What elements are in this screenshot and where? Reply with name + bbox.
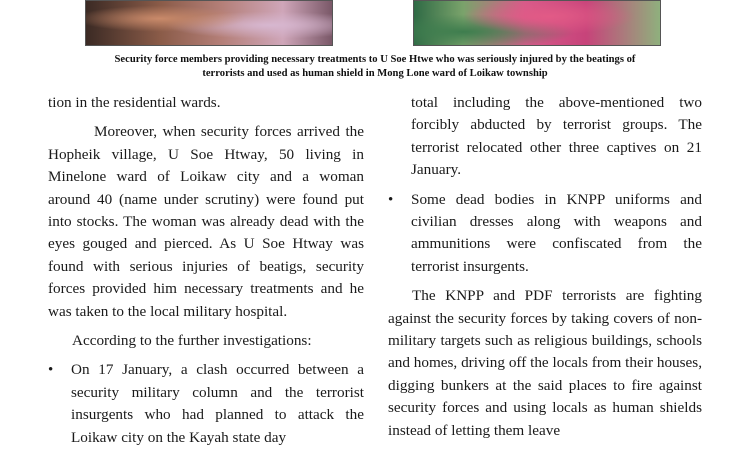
photo-caption (40, 53, 710, 81)
paragraph-hopheik: Moreover, when security forces arrived the Hopheik village, U Soe Htway, 50 living in Minelone ward of Loikaw city and a woman around 40 (name under scrutiny) were found put into stocks. The woman was already dead with the eyes gouged and pierced. As U Soe Htway was found with serious injuries of beatigs, security forces provided him necessary treatments and he was taken to the local military hospital. (48, 123, 364, 320)
bullet-item-clash (48, 359, 364, 449)
bullet-item-dead-bodies (388, 189, 702, 279)
bullet-text: Some dead bodies in KNPP uniforms and civilian dresses along with weapons and ammunitions were confiscated from the terrorist insurgents. (411, 190, 702, 275)
bullet-text: On 17 January, a clash occurred between a security military column and the terrorist insurgents who had planned to attack the Loikaw city on the Kayah state day (71, 361, 364, 446)
left-column (48, 92, 364, 449)
bullet-continuation: total including the above-mentioned two forcibly abducted by terrorist groups. The terrorist relocated other three captives on 21 January. (411, 94, 702, 179)
caption-line-1: Security force members providing necessary treatments to U Soe Htwe who was seriously injured by the beatings of (114, 54, 636, 65)
paragraph-knpp-pdf: The KNPP and PDF terrorists are fighting against the security forces by taking covers of non-military targets such as religious buildings, schools and homes, driving off the locals from their houses, digging bunkers at the said places to fire against security forces and using locals as human shields instead of letting them leave (388, 287, 702, 439)
photo-treatment-right (413, 0, 661, 46)
caption-line-2: terrorists and used as human shield in Mong Lone ward of Loikaw township (202, 68, 548, 79)
photo-treatment-left (85, 0, 333, 46)
paragraph-continuation: tion in the residential wards. (48, 94, 221, 111)
right-column (388, 92, 702, 442)
bullet-icon: • (48, 362, 54, 379)
bullet-icon: • (388, 191, 394, 208)
paragraph-investigations: According to the further investigations: (72, 332, 312, 350)
